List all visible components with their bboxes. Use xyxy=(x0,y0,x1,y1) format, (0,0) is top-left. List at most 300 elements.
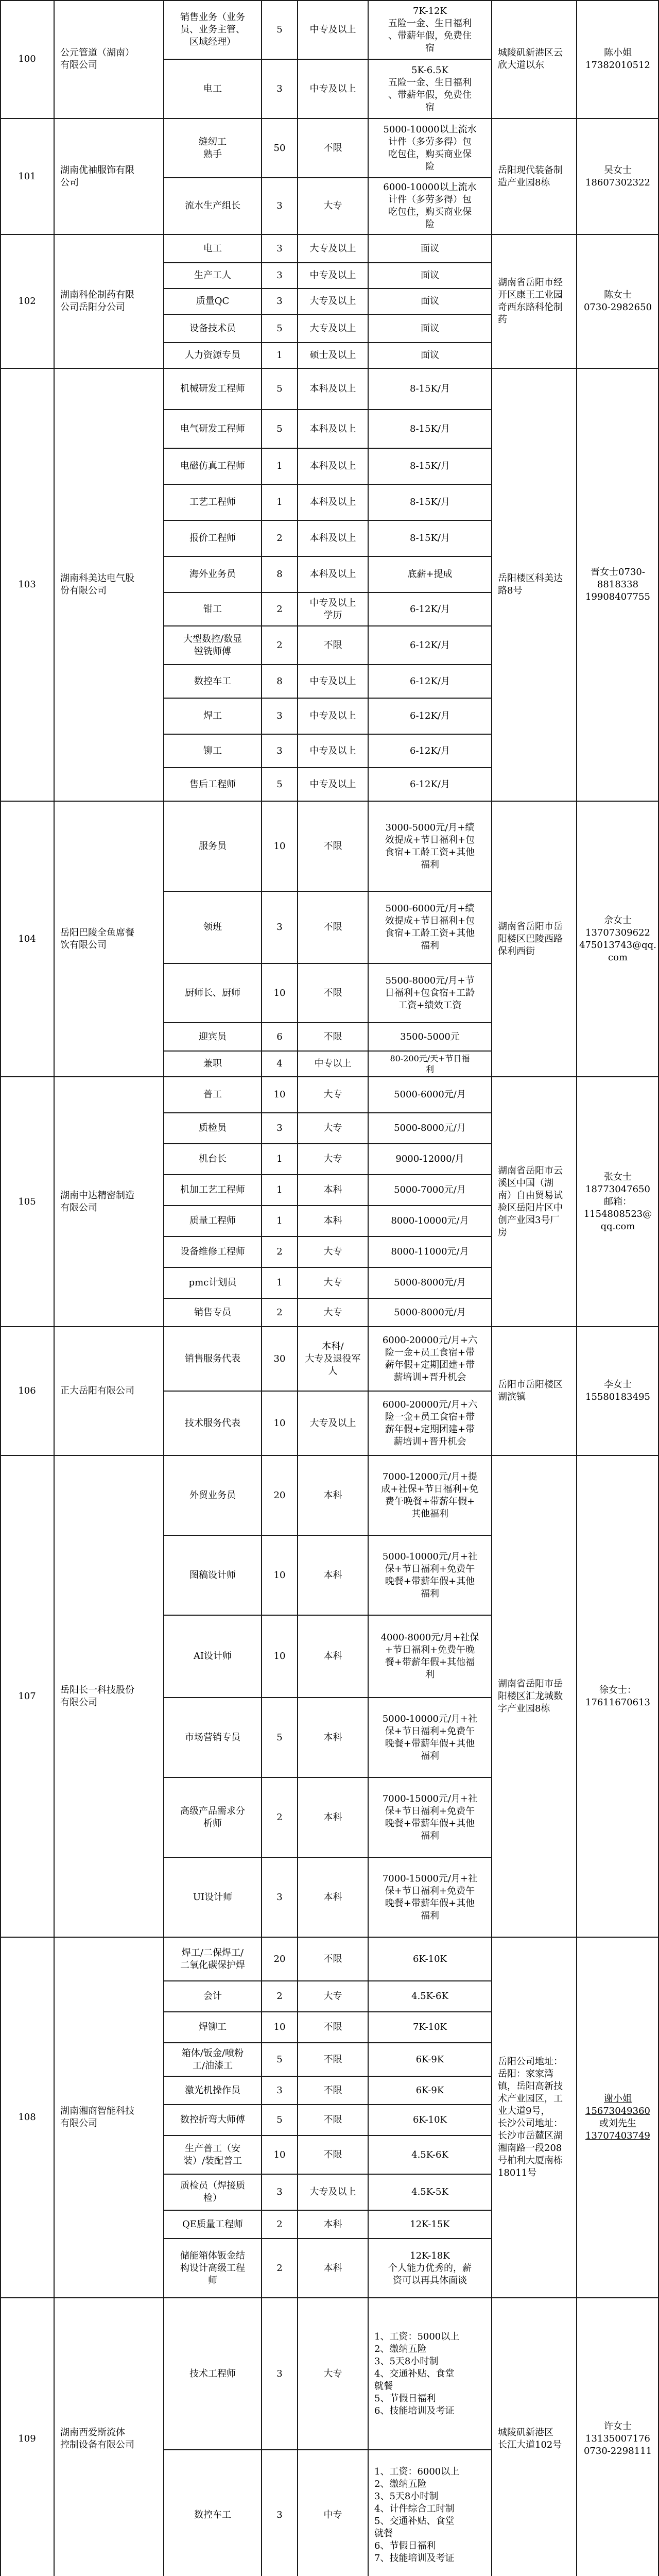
group-divider xyxy=(0,1326,659,1327)
row-divider xyxy=(164,1777,492,1778)
education: 中专及以上 xyxy=(309,270,356,281)
column-divider xyxy=(576,1937,577,2298)
salary-benefits: 6-12K/月 xyxy=(410,675,450,687)
education: 不限 xyxy=(323,142,342,154)
headcount: 3 xyxy=(276,83,283,94)
headcount: 3 xyxy=(276,296,283,307)
column-divider xyxy=(368,368,369,801)
row-divider xyxy=(164,409,492,410)
salary-benefits: 80-200元/天+节日福 利 xyxy=(390,1054,470,1074)
column-divider xyxy=(297,1077,298,1327)
contact-info: 许女士 13135007176 0730-2298111 xyxy=(583,2421,652,2456)
column-divider xyxy=(491,1455,492,1937)
row-divider xyxy=(164,2174,492,2175)
education: 大专及以上 xyxy=(309,323,356,334)
education: 中专以上 xyxy=(314,1058,352,1069)
salary-benefits: 3500-5000元 xyxy=(400,1031,460,1042)
contact-info: 张女士 18773047650 邮箱： 1154808523@ qq.com xyxy=(583,1171,652,1232)
job-title: 销售业务（业务 员、业务主管、 区域经理） xyxy=(180,11,245,47)
row-divider xyxy=(164,1050,492,1052)
column-divider xyxy=(368,1077,369,1327)
job-title: 图稿设计师 xyxy=(189,1569,236,1581)
salary-benefits: 4000-8000元/月+社保 +节日福利+免费午晚 餐+带薪年假+其他福 利 xyxy=(380,1632,479,1680)
salary-benefits: 1、工资：6000以上 2、缴纳五险 3、5天8小时制 4、计件综合工时制 5、交通补贴、食堂 就餐 6、节假日福利 7、技能培训及考证 xyxy=(374,2466,460,2564)
salary-benefits: 8000-11000元/月 xyxy=(391,1246,469,1257)
row-divider xyxy=(164,556,492,557)
row-divider xyxy=(164,891,492,892)
headcount: 5 xyxy=(276,423,283,434)
headcount: 10 xyxy=(273,1089,286,1100)
headcount: 3 xyxy=(276,710,283,721)
group-divider xyxy=(0,801,659,802)
education: 大专及以上 xyxy=(309,296,356,307)
company-name: 正大岳阳有限公司 xyxy=(60,1385,134,1396)
group-divider xyxy=(0,1455,659,1456)
job-title: 外贸业务员 xyxy=(189,1489,236,1501)
salary-benefits: 7000-15000元/月+社 保+节日福利+免费午 晚餐+带薪年假+其他 福利 xyxy=(382,1873,478,1921)
headcount: 1 xyxy=(276,350,283,361)
job-title: 领班 xyxy=(203,922,222,933)
job-title: 机加工艺工程师 xyxy=(180,1184,245,1195)
job-title: 服务员 xyxy=(199,840,227,852)
company-address: 岳阳公司地址： 岳阳：家家湾 镇，岳阳高新技 术产业园区，工 业大道9号， 长沙公司地址： 长沙市岳麓区湖 湘南路一段208 号柏利大厦南栋 18011号 xyxy=(498,2056,563,2178)
salary-benefits: 6K-9K xyxy=(415,2054,444,2065)
education: 本科及以上 xyxy=(309,569,356,580)
education: 大专 xyxy=(323,1307,342,1318)
company-name: 湖南科美达电气股 份有限公司 xyxy=(60,573,134,596)
salary-benefits: 底薪+提成 xyxy=(407,569,453,580)
education: 大专及以上 xyxy=(309,1417,356,1429)
row-divider xyxy=(164,1174,492,1175)
education: 大专 xyxy=(323,200,342,211)
salary-benefits: 5K-6.5K 五险一金、生日福利 、带薪年假，免费住 宿 xyxy=(388,64,472,113)
column-divider xyxy=(54,1937,55,2298)
column-divider xyxy=(368,2298,369,2576)
education: 不限 xyxy=(323,840,342,852)
education: 大专 xyxy=(323,1089,342,1100)
education: 不限 xyxy=(323,2114,342,2125)
company-address: 湖南省岳阳市云 溪区中国（湖 南）自由贸易试 验区岳阳片区中 创产业园3号厂 房 xyxy=(498,1165,563,1238)
headcount: 1 xyxy=(276,497,283,507)
group-number: 108 xyxy=(18,2112,36,2123)
job-title: 会计 xyxy=(203,1991,222,2002)
job-title: 储能箱体钣金结 构设计高级工程 师 xyxy=(180,2250,245,2286)
headcount: 2 xyxy=(276,1991,283,2002)
row-divider xyxy=(164,288,492,289)
education: 中专 xyxy=(323,2509,342,2520)
education: 不限 xyxy=(323,2022,342,2032)
education: 大专 xyxy=(323,1154,342,1164)
column-divider xyxy=(297,368,298,801)
column-divider xyxy=(163,1327,164,1455)
job-title: 设备维修工程师 xyxy=(180,1246,245,1257)
company-name: 湖南西爱斯流体 控制设备有限公司 xyxy=(60,2427,134,2450)
job-title: 焊铆工 xyxy=(199,2022,227,2032)
headcount: 3 xyxy=(276,1123,283,1133)
company-name: 岳阳长一科技股份 有限公司 xyxy=(60,1684,134,1708)
headcount: 10 xyxy=(273,2149,286,2160)
group-number: 103 xyxy=(18,579,36,590)
education: 本科 xyxy=(323,1891,342,1903)
salary-benefits: 面议 xyxy=(421,296,439,307)
salary-benefits: 8-15K/月 xyxy=(410,383,450,394)
column-divider xyxy=(368,118,369,234)
column-divider xyxy=(368,0,369,118)
row-divider xyxy=(164,1697,492,1698)
group-number: 109 xyxy=(18,2433,36,2444)
job-title: 生产工人 xyxy=(194,270,231,281)
column-divider xyxy=(163,118,164,234)
education: 本科及以上 xyxy=(309,533,356,544)
salary-benefits: 8-15K/月 xyxy=(410,497,450,507)
headcount: 3 xyxy=(276,2368,283,2379)
education: 不限 xyxy=(323,2054,342,2065)
column-divider xyxy=(261,1327,262,1455)
column-divider xyxy=(261,1937,262,2298)
salary-benefits: 9000-12000/月 xyxy=(395,1154,464,1164)
headcount: 1 xyxy=(276,1184,283,1195)
column-divider xyxy=(54,234,55,368)
job-title: 生产普工（安 装）/装配普工 xyxy=(183,2143,242,2166)
column-divider xyxy=(576,801,577,1077)
job-title: 报价工程师 xyxy=(189,533,236,544)
headcount: 10 xyxy=(273,987,286,998)
headcount: 2 xyxy=(276,2218,283,2230)
row-divider xyxy=(164,625,492,626)
headcount: 3 xyxy=(276,1891,283,1903)
row-divider xyxy=(164,963,492,964)
job-title: 数控折弯大师傅 xyxy=(180,2114,245,2125)
row-divider xyxy=(164,314,492,315)
column-divider xyxy=(491,2298,492,2576)
column-divider xyxy=(261,234,262,368)
job-title: 质量QC xyxy=(196,296,230,307)
salary-benefits: 3000-5000元/月+绩 效提成+节日福利+包 食宿+工龄工资+其他 福利 xyxy=(385,822,475,870)
education: 本科/ 大专及退役军 人 xyxy=(305,1341,361,1377)
education: 中专及以上 xyxy=(309,778,356,790)
salary-benefits: 面议 xyxy=(421,243,439,254)
column-divider xyxy=(491,1327,492,1455)
salary-benefits: 7000-15000元/月+社 保+节日福利+免费午 晚餐+带薪年假+其他 福利 xyxy=(382,1793,478,1841)
job-title: 流水生产组长 xyxy=(185,200,240,211)
column-divider xyxy=(576,2298,577,2576)
salary-benefits: 4.5K-6K xyxy=(411,1991,448,2002)
column-divider xyxy=(368,1937,369,2298)
salary-benefits: 6-12K/月 xyxy=(410,778,450,790)
job-title: pmc计划员 xyxy=(188,1277,237,1288)
headcount: 10 xyxy=(273,1651,286,1662)
job-title: AI设计师 xyxy=(193,1651,232,1662)
education: 本科 xyxy=(323,1184,342,1195)
row-divider xyxy=(164,1535,492,1536)
row-divider xyxy=(164,2238,492,2239)
row-divider xyxy=(164,2076,492,2077)
education: 本科 xyxy=(323,1489,342,1501)
group-divider xyxy=(0,1937,659,1938)
headcount: 2 xyxy=(276,603,283,615)
education: 本科 xyxy=(323,1651,342,1662)
salary-benefits: 6-12K/月 xyxy=(410,710,450,721)
job-title: 箱体/钣金/喷粉 工/油漆工 xyxy=(181,2047,244,2071)
column-divider xyxy=(54,368,55,801)
column-divider xyxy=(163,0,164,118)
salary-benefits: 6K-10K xyxy=(412,2114,447,2125)
job-title: UI设计师 xyxy=(193,1891,233,1903)
job-title: 质量工程师 xyxy=(189,1215,236,1226)
salary-benefits: 5500-8000元/月+节 日福利+包食宿+工龄 工资+绩效工资 xyxy=(385,975,475,1011)
row-divider xyxy=(164,734,492,735)
education: 大专 xyxy=(323,1991,342,2002)
headcount: 3 xyxy=(276,2509,283,2520)
column-divider xyxy=(576,368,577,801)
row-divider xyxy=(164,2042,492,2043)
education: 中专及以上 学历 xyxy=(309,597,356,621)
education: 本科及以上 xyxy=(309,461,356,471)
education: 中专及以上 xyxy=(309,24,356,35)
column-divider xyxy=(261,1455,262,1937)
salary-benefits: 8-15K/月 xyxy=(410,533,450,544)
column-divider xyxy=(0,1455,1,1937)
salary-benefits: 6-12K/月 xyxy=(410,745,450,756)
salary-benefits: 5000-7000元/月 xyxy=(394,1184,466,1195)
job-title: 电工 xyxy=(203,83,222,94)
headcount: 8 xyxy=(276,675,283,687)
row-divider xyxy=(164,698,492,699)
job-title: 激光机操作员 xyxy=(185,2084,240,2096)
salary-benefits: 5000-6000元/月+绩 效提成+节日福利+包 食宿+工龄工资+其他 福利 xyxy=(385,903,475,951)
column-divider xyxy=(261,1077,262,1327)
headcount: 10 xyxy=(273,840,286,852)
column-divider xyxy=(297,0,298,118)
education: 大专 xyxy=(323,1246,342,1257)
job-title: 机台长 xyxy=(199,1154,227,1164)
column-divider xyxy=(368,801,369,1077)
company-address: 岳阳现代装备制 造产业园8栋 xyxy=(498,164,563,188)
column-divider xyxy=(163,1455,164,1937)
contact-info: 李女士 15580183495 xyxy=(585,1379,650,1402)
headcount: 5 xyxy=(276,383,283,394)
headcount: 3 xyxy=(276,243,283,254)
salary-benefits: 8000-10000元/月 xyxy=(391,1215,469,1226)
headcount: 3 xyxy=(276,922,283,933)
headcount: 5 xyxy=(276,1732,283,1743)
salary-benefits: 8-15K/月 xyxy=(410,423,450,434)
company-address: 湖南省岳阳市岳 阳楼区汇龙城数 字产业园8栋 xyxy=(498,1678,563,1714)
job-title: QE质量工程师 xyxy=(182,2218,243,2230)
column-divider xyxy=(0,234,1,368)
salary-benefits: 1、工资：5000以上 2、缴纳五险 3、5天8小时制 4、交通补贴、食堂 就餐 5、节假日福利 6、技能培训及考证 xyxy=(374,2331,460,2416)
company-name: 湖南优袖服饰有限 公司 xyxy=(60,164,134,188)
salary-benefits: 5000-8000元/月 xyxy=(394,1307,466,1318)
education: 本科 xyxy=(323,2218,342,2230)
column-divider xyxy=(163,368,164,801)
salary-benefits: 12K-15K xyxy=(410,2218,450,2230)
row-divider xyxy=(164,2449,492,2450)
column-divider xyxy=(0,368,1,801)
column-divider xyxy=(163,1077,164,1327)
group-divider xyxy=(0,2297,659,2298)
headcount: 1 xyxy=(276,461,283,471)
headcount: 5 xyxy=(276,778,283,790)
salary-benefits: 7K-12K 五险一金、生日福利 、带薪年假，免费住 宿 xyxy=(388,5,472,54)
salary-benefits: 5000-10000以上流水 计件（多劳多得）包 吃包住，购买商业保 险 xyxy=(383,124,477,172)
education: 本科 xyxy=(323,1732,342,1743)
column-divider xyxy=(163,1937,164,2298)
education: 本科 xyxy=(323,1569,342,1581)
job-title: 迎宾员 xyxy=(199,1031,227,1042)
column-divider xyxy=(0,2298,1,2576)
column-divider xyxy=(261,118,262,234)
company-address: 岳阳市岳阳楼区 湖滨镇 xyxy=(498,1379,563,1402)
salary-benefits: 8-15K/月 xyxy=(410,461,450,471)
company-name: 公元管道（湖南） 有限公司 xyxy=(60,47,134,71)
row-divider xyxy=(164,664,492,665)
salary-benefits: 面议 xyxy=(421,270,439,281)
headcount: 3 xyxy=(276,745,283,756)
group-divider xyxy=(0,1076,659,1077)
group-divider xyxy=(0,368,659,369)
row-divider xyxy=(164,1205,492,1206)
column-divider xyxy=(491,1077,492,1327)
row-divider xyxy=(164,1980,492,1981)
education: 中专及以上 xyxy=(309,675,356,687)
education: 硕士及以上 xyxy=(309,350,356,361)
education: 不限 xyxy=(323,2084,342,2096)
salary-benefits: 7000-12000元/月+提 成+社保+节日福利+免 费午晚餐+带薪年假+ 其他福利 xyxy=(381,1471,479,1519)
education: 中专及以上 xyxy=(309,745,356,756)
job-title: 缝纫工 熟手 xyxy=(199,136,227,160)
salary-benefits: 面议 xyxy=(421,350,439,361)
group-number: 106 xyxy=(18,1385,36,1396)
column-divider xyxy=(491,234,492,368)
group-divider xyxy=(0,234,659,235)
company-address: 城陵矶新港区 长江大道102号 xyxy=(498,2427,562,2450)
row-divider xyxy=(164,1022,492,1023)
education: 中专及以上 xyxy=(309,710,356,721)
contact-info: 谢小姐 15673049360 或刘先生 13707403749 xyxy=(585,2093,650,2141)
row-divider xyxy=(164,262,492,263)
salary-benefits: 5000-10000元/月+社 保+节日福利+免费午 晚餐+带薪年假+其他 福利 xyxy=(382,1551,478,1599)
company-name: 湖南湘商智能科技 有限公司 xyxy=(60,2106,134,2129)
education: 本科及以上 xyxy=(309,497,356,507)
job-title: 机械研发工程师 xyxy=(180,383,245,394)
contact-info: 徐女士： 17611670613 xyxy=(585,1684,650,1708)
headcount: 2 xyxy=(276,1246,283,1257)
row-divider xyxy=(164,2011,492,2012)
job-title: 兼职 xyxy=(203,1058,222,1069)
column-divider xyxy=(297,118,298,234)
row-divider xyxy=(164,1857,492,1858)
job-title: 电工 xyxy=(203,243,222,254)
job-title: 数控车工 xyxy=(194,2509,231,2520)
contact-info: 佘女士 13707309622 475013743@qq. com xyxy=(579,914,656,963)
headcount: 3 xyxy=(276,2084,283,2096)
row-divider xyxy=(164,2135,492,2136)
headcount: 50 xyxy=(273,142,286,154)
education: 本科及以上 xyxy=(309,423,356,434)
job-title: 质检员 xyxy=(199,1123,227,1133)
row-divider xyxy=(164,2104,492,2105)
group-number: 102 xyxy=(18,296,36,307)
job-title: 普工 xyxy=(203,1089,222,1100)
column-divider xyxy=(576,1455,577,1937)
headcount: 4 xyxy=(276,1058,283,1069)
headcount: 8 xyxy=(276,569,283,580)
company-address: 湖南省岳阳市经 开区康王工业园 奇西东路科伦制 药 xyxy=(498,277,563,325)
salary-benefits: 12K-18K 个人能力优秀的，薪 资可以再具体面谈 xyxy=(388,2250,472,2286)
company-name: 湖南科伦制药有限 公司岳阳分公司 xyxy=(60,290,134,313)
salary-benefits: 6000-10000以上流水 计件（多劳多得）包 吃包住，购买商业保 险 xyxy=(383,182,477,230)
column-divider xyxy=(54,1327,55,1455)
column-divider xyxy=(368,1455,369,1937)
job-title: 市场营销专员 xyxy=(185,1732,240,1743)
column-divider xyxy=(576,1327,577,1455)
row-divider xyxy=(164,1267,492,1268)
column-divider xyxy=(0,1077,1,1327)
headcount: 3 xyxy=(276,2187,283,2197)
column-divider xyxy=(576,1077,577,1327)
job-title: 质检员（焊接质 检） xyxy=(180,2180,245,2204)
group-divider xyxy=(0,118,659,119)
salary-benefits: 7K-10K xyxy=(412,2022,447,2032)
row-divider xyxy=(164,2210,492,2211)
salary-benefits: 4.5K-5K xyxy=(411,2187,448,2197)
job-title: 厨师长、厨师 xyxy=(185,987,240,998)
headcount: 10 xyxy=(273,2022,286,2032)
column-divider xyxy=(54,0,55,118)
contact-info: 陈小姐 17382010512 xyxy=(585,47,650,71)
row-divider xyxy=(164,767,492,768)
job-title: 技术工程师 xyxy=(189,2368,236,2379)
salary-benefits: 6000-20000元/月+六 险一金+员工食宿+带 薪年假+定期团建+带 薪培训+晋升机会 xyxy=(382,1334,478,1383)
headcount: 20 xyxy=(273,1953,286,1964)
column-divider xyxy=(261,0,262,118)
headcount: 3 xyxy=(276,200,283,211)
column-divider xyxy=(297,1455,298,1937)
job-title: 电磁仿真工程师 xyxy=(180,461,245,471)
row-divider xyxy=(164,484,492,485)
headcount: 2 xyxy=(276,2262,283,2274)
column-divider xyxy=(163,2298,164,2576)
education: 本科 xyxy=(323,1215,342,1226)
column-divider xyxy=(261,801,262,1077)
job-title: 销售专员 xyxy=(194,1307,231,1318)
job-title: 铆工 xyxy=(203,745,222,756)
salary-benefits: 6000-20000元/月+六 险一金+员工食宿+带 薪年假+定期团建+带 薪培训+晋升机会 xyxy=(382,1399,478,1447)
column-divider xyxy=(491,1937,492,2298)
education: 大专及以上 xyxy=(309,243,356,254)
row-divider xyxy=(164,342,492,343)
headcount: 20 xyxy=(273,1489,286,1501)
company-name: 湖南中达精密制造 有限公司 xyxy=(60,1190,134,1213)
row-divider xyxy=(164,448,492,449)
row-divider xyxy=(164,1143,492,1144)
row-divider xyxy=(164,59,492,60)
education: 不限 xyxy=(323,1953,342,1964)
headcount: 2 xyxy=(276,639,283,651)
education: 本科 xyxy=(323,2262,342,2274)
row-divider xyxy=(164,592,492,593)
headcount: 10 xyxy=(273,1569,286,1581)
headcount: 1 xyxy=(276,1154,283,1164)
row-divider xyxy=(164,520,492,521)
education: 大专 xyxy=(323,1277,342,1288)
contact-info: 陈女士 0730-2982650 xyxy=(583,290,652,313)
contact-info: 吴女士 18607302322 xyxy=(585,164,650,188)
column-divider xyxy=(163,234,164,368)
salary-benefits: 6-12K/月 xyxy=(410,639,450,651)
job-title: 焊工/二保焊工/ 二氧化碳保护焊 xyxy=(180,1947,245,1971)
